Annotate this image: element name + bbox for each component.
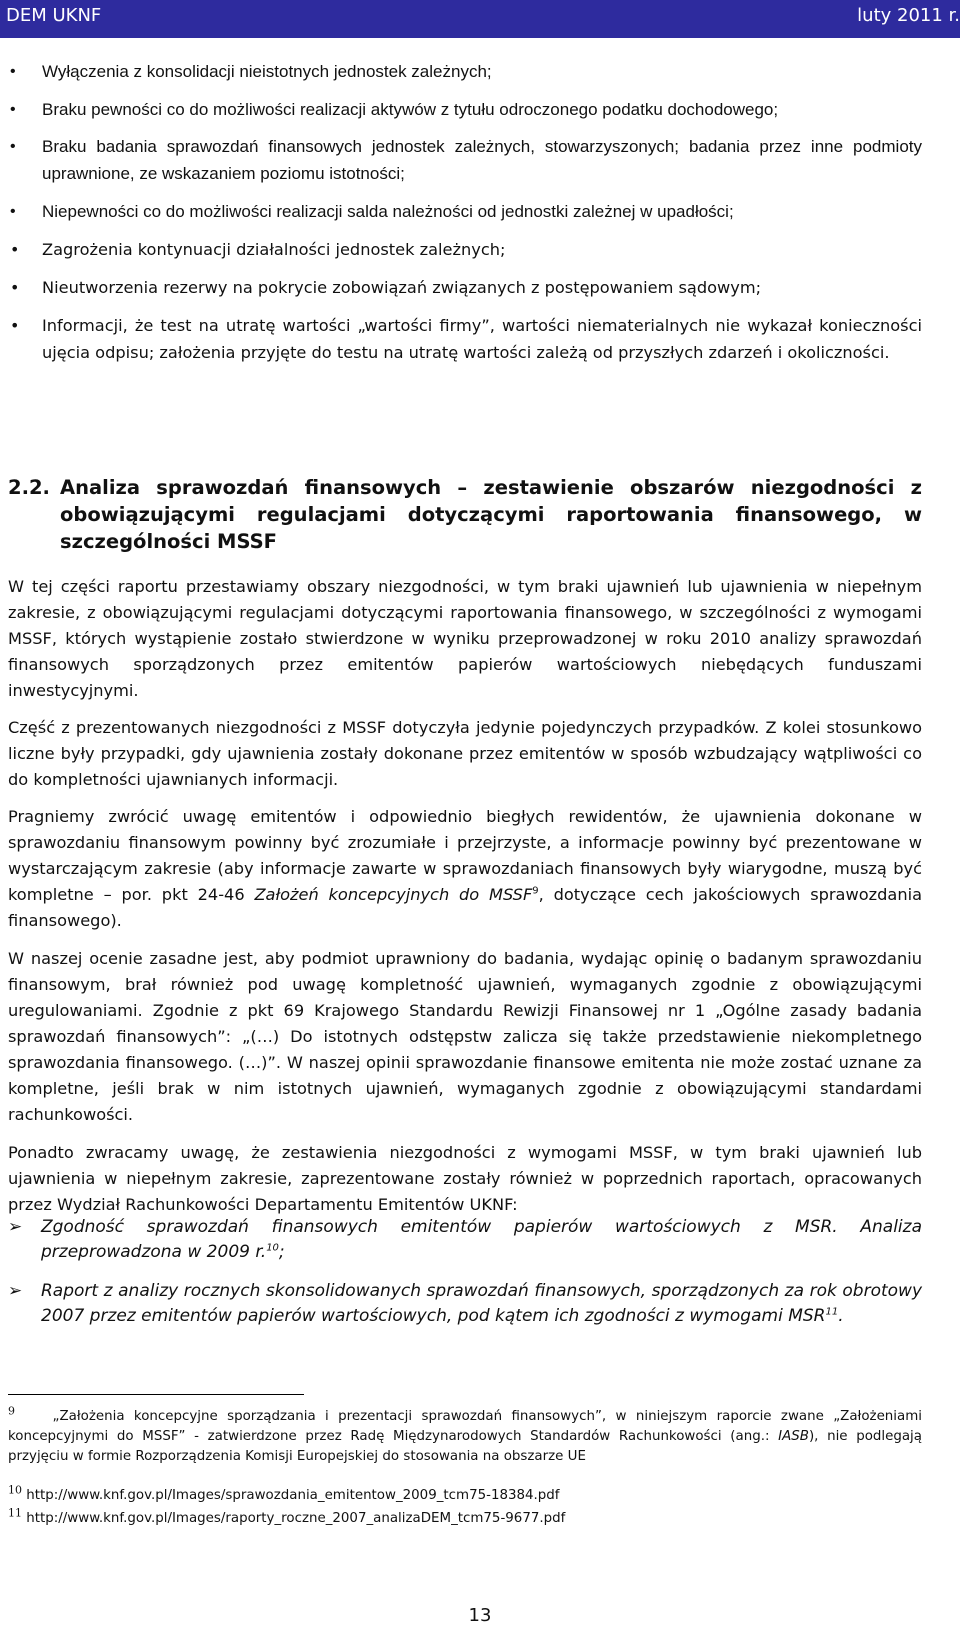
paragraph-text: , dotyczące cech jakościowych sprawozdania finansowego). — [8, 885, 922, 930]
footnote-marker: 11 — [8, 1506, 22, 1520]
list-item-text: Zgodność sprawozdań finansowych emitentów papierów wartościowych z MSR. Analiza przeprowadzona w 2009 r. — [41, 1217, 922, 1262]
footnote-link[interactable]: http://www.knf.gov.pl/Images/raporty_roczne_2007_analizaDEM_tcm75-9677.pdf — [26, 1511, 566, 1526]
list-item-text: Informacji, że test na utratę wartości „wartości firmy”, wartości niematerialnych nie wykazał konieczności ujęcia odpisu; założenia przyjęte do testu na utratę wartości zależą od przyszłych zdarzeń i okoliczności. — [42, 316, 922, 362]
footnote-link[interactable]: http://www.knf.gov.pl/Images/sprawozdania_emitentow_2009_tcm75-18384.pdf — [26, 1488, 560, 1503]
bullet-icon: • — [10, 63, 16, 80]
footnote — [8, 1506, 922, 1529]
paragraph: Część z prezentowanych niezgodności z MSSF dotyczyła jedynie pojedynczych przypadków. Z kolei stosunkowo liczne były przypadki, gdy ujawnienia zostały dokonane przez emitentów w sposób wzbudzający wątpliwości co do kompletności ujawnianych informacji. — [8, 718, 922, 789]
arrow-bullet-icon: ➢ — [8, 1217, 23, 1237]
paragraph: W naszej ocenie zasadne jest, aby podmiot uprawniony do badania, wydając opinię o badanym sprawozdaniu finansowym, brał również pod uwagę kompletność ujawnień, wymaganych zgodnie z obowiązującymi uregulowaniami. Zgodnie z pkt 69 Krajowego Standardu Rewizji Finansowej nr 1 „Ogólne zasady badania sprawozdań finansowych”: „(…) Do istotnych odstępstw zalicza się także przedstawienie niekompletnego sprawozdania finansowego. (…)”. W naszej opinii sprawozdanie finansowe emitenta nie może zostać uznane za kompletne, jeśli brak w nim istotnych ujawnień, wymaganych zgodnie z obowiązującymi standardami rachunkowości. — [8, 949, 922, 1124]
footnote-marker: 10 — [8, 1483, 22, 1497]
list-item — [8, 133, 922, 187]
arrow-bullet-icon: ➢ — [8, 1281, 23, 1301]
footnote-ref: 9 — [532, 885, 539, 897]
list-item-text: Niepewności co do możliwości realizacji salda należności od jednostki zależnej w upadłości; — [42, 202, 734, 221]
footnote-marker: 9 — [8, 1404, 15, 1418]
page-header — [0, 0, 960, 38]
footnote — [8, 1404, 922, 1467]
bullet-icon: • — [10, 203, 16, 220]
list-item-text: Nieutworzenia rezerwy na pokrycie zobowiązań związanych z postępowaniem sądowym; — [42, 278, 762, 297]
list-item — [8, 198, 922, 225]
footnote-ref: 11 — [825, 1306, 839, 1318]
paragraph — [8, 804, 922, 934]
page-number: 13 — [468, 1605, 492, 1626]
section-number: 2.2. — [8, 476, 50, 499]
section-title: Analiza sprawozdań finansowych – zestawienie obszarów niezgodności z obowiązującymi regulacjami dotyczącymi raportowania finansowego, w szczególności MSSF — [60, 476, 922, 553]
list-item-text: Braku pewności co do możliwości realizacji aktywów z tytułu odroczonego podatku dochodowego; — [42, 100, 779, 119]
bullet-icon: • — [10, 138, 16, 155]
header-left-title: DEM UKNF — [6, 5, 102, 26]
list-item-tail: ; — [278, 1242, 285, 1262]
list-item — [8, 96, 922, 123]
bullet-icon: • — [10, 316, 20, 335]
list-item-text: Raport z analizy rocznych skonsolidowanych sprawozdań finansowych, sporządzonych za rok obrotowy 2007 przez emitentów papierów wartościowych, pod kątem ich zgodności z wymogami MSR — [41, 1281, 922, 1326]
footnote-italic: IASB — [778, 1429, 809, 1444]
paragraph-text: Pragniemy zwrócić uwagę emitentów i odpowiednio biegłych rewidentów, że ujawnienia dokonane w sprawozdaniu finansowym powinny być zrozumiałe i przejrzyste, a informacje powinny być prezentowane w wystarczającym zakresie (aby informacje zawarte w sprawozdaniach finansowych były wiarygodne, muszą być kompletne – por. pkt 24-46 — [8, 807, 922, 904]
footnote-text: „Założenia koncepcyjne sporządzania i prezentacji sprawozdań finansowych”, w niniejszym raporcie zwane „Założeniami koncepcyjnymi do MSSF” - zatwierdzone przez Radę Międzynarodowych Standardów Rachunkowości (ang.: — [8, 1409, 922, 1444]
list-item — [8, 274, 922, 301]
footnote-divider — [8, 1394, 304, 1395]
section-heading — [8, 474, 922, 555]
paragraph: W tej części raportu przestawiamy obszary niezgodności, w tym braki ujawnień lub ujawnienia w niepełnym zakresie, z obowiązującymi regulacjami dotyczącymi raportowania finansowego, w szczególności z wymogami MSSF, których wystąpienie zostało stwierdzone w wyniku przeprowadzonej w roku 2010 analizy sprawozdań finansowych sporządzonych przez emitentów papierów wartościowych niebędących funduszami inwestycyjnymi. — [8, 577, 922, 700]
list-item — [8, 236, 922, 263]
header-date: luty 2011 r. — [857, 5, 960, 26]
list-item — [8, 1215, 922, 1265]
list-item-text: Wyłączenia z konsolidacji nieistotnych jednostek zależnych; — [42, 62, 492, 81]
paragraph: Ponadto zwracamy uwagę, że zestawienia niezgodności z wymogami MSSF, w tym braki ujawnień lub ujawnienia w niepełnym zakresie, zaprezentowane zostały również w poprzednich raportach, opracowanych przez Wydział Rachunkowości Departamentu Emitentów UKNF: — [8, 1143, 922, 1214]
footnote — [8, 1483, 922, 1506]
list-item-text: Zagrożenia kontynuacji działalności jednostek zależnych; — [42, 240, 506, 259]
list-item — [8, 312, 922, 366]
bullet-list — [8, 58, 922, 366]
list-item-tail: . — [838, 1306, 844, 1326]
list-item-text: Braku badania sprawozdań finansowych jednostek zależnych, stowarzyszonych; badania przez inne podmioty uprawnione, ze wskazaniem poziomu istotności; — [42, 137, 922, 183]
footnote-text: ), nie podlegają przyjęciu w formie Rozporządzenia Komisji Europejskiej do stosowania na obszarze UE — [8, 1429, 922, 1464]
list-item — [8, 58, 922, 85]
bullet-icon: • — [10, 101, 16, 118]
bullet-icon: • — [10, 240, 20, 259]
bullet-icon: • — [10, 278, 20, 297]
report-list — [8, 1215, 922, 1329]
footnote-ref: 10 — [266, 1242, 279, 1254]
paragraph-italic-title: Założeń koncepcyjnych do MSSF — [254, 885, 533, 904]
list-item — [8, 1279, 922, 1329]
